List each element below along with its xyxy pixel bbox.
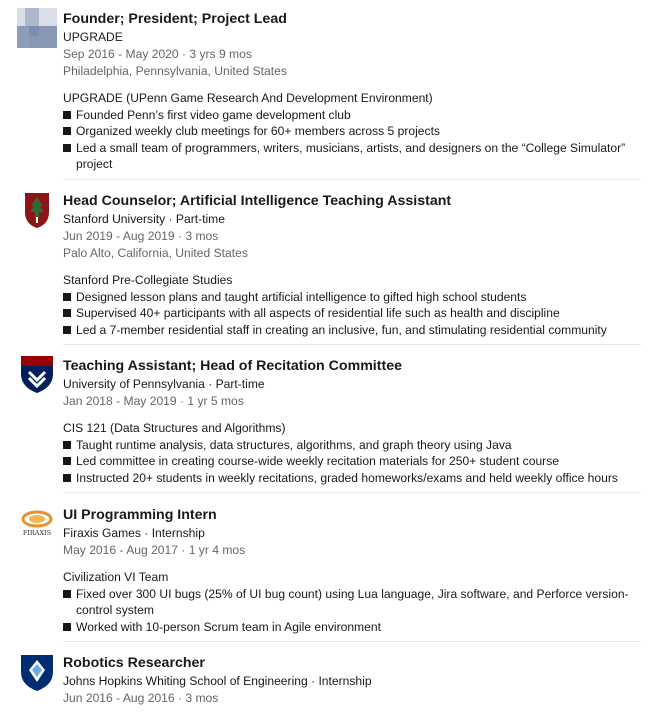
firaxis-logo-text: FIRAXIS bbox=[22, 529, 52, 537]
description-bullet: Led a 7-member residential staff in creating an inclusive, fun, and stimulating residential community bbox=[63, 322, 643, 339]
description-bullet: Founded Penn’s first video game development club bbox=[63, 107, 643, 124]
date-range: Jan 2018 - May 2019 · 1 yr 5 mos bbox=[63, 394, 244, 408]
description-bullet: Worked with 10-person Scrum team in Agile environment bbox=[63, 619, 643, 636]
company-line: Firaxis Games · Internship bbox=[63, 526, 205, 540]
job-title[interactable]: Robotics Researcher bbox=[63, 655, 205, 671]
description-bullet: Instructed 20+ students in weekly recitations, graded homeworks/exams and held weekly office hours bbox=[63, 470, 643, 487]
company-line: Johns Hopkins Whiting School of Engineering · Internship bbox=[63, 674, 372, 688]
description-heading: CIS 121 (Data Structures and Algorithms) bbox=[63, 421, 286, 435]
stanford-logo-icon[interactable] bbox=[17, 190, 57, 230]
description-heading: Civilization VI Team bbox=[63, 570, 169, 584]
entry-divider bbox=[63, 641, 641, 642]
description-bullet: Led committee in creating course-wide weekly recitation materials for 250+ student course bbox=[63, 453, 643, 470]
job-description bbox=[63, 90, 643, 173]
penn-logo-icon[interactable] bbox=[17, 354, 57, 394]
description-heading: Stanford Pre-Collegiate Studies bbox=[63, 273, 233, 287]
job-title[interactable]: Head Counselor; Artificial Intelligence Teaching Assistant bbox=[63, 193, 452, 209]
job-description bbox=[63, 569, 643, 635]
date-range: Sep 2016 - May 2020 · 3 yrs 9 mos bbox=[63, 47, 252, 61]
description-bullet: Taught runtime analysis, data structures, algorithms, and graph theory using Java bbox=[63, 437, 643, 454]
location: Palo Alto, California, United States bbox=[63, 246, 248, 260]
entry-divider bbox=[63, 179, 641, 180]
job-title[interactable]: Teaching Assistant; Head of Recitation Committee bbox=[63, 358, 402, 374]
description-bullet: Supervised 40+ participants with all aspects of residential life such as health and discipline bbox=[63, 305, 643, 322]
firaxis-logo-icon[interactable] bbox=[17, 505, 57, 545]
entry-divider bbox=[63, 344, 641, 345]
job-description bbox=[63, 420, 643, 486]
date-range: May 2016 - Aug 2017 · 1 yr 4 mos bbox=[63, 543, 246, 557]
description-heading: UPGRADE (UPenn Game Research And Development Environment) bbox=[63, 91, 433, 105]
company-line: University of Pennsylvania · Part-time bbox=[63, 377, 265, 391]
description-bullet: Organized weekly club meetings for 60+ members across 5 projects bbox=[63, 123, 643, 140]
date-range: Jun 2016 - Aug 2016 · 3 mos bbox=[63, 691, 219, 705]
description-bullet: Designed lesson plans and taught artificial intelligence to gifted high school students bbox=[63, 289, 643, 306]
job-title[interactable]: Founder; President; Project Lead bbox=[63, 11, 287, 27]
job-title[interactable]: UI Programming Intern bbox=[63, 507, 217, 523]
jhu-logo-icon[interactable] bbox=[17, 652, 57, 692]
job-description bbox=[63, 272, 643, 338]
date-range: Jun 2019 - Aug 2019 · 3 mos bbox=[63, 229, 219, 243]
upgrade-logo-icon[interactable] bbox=[17, 8, 57, 48]
company-line: Stanford University · Part-time bbox=[63, 212, 225, 226]
description-bullet: Fixed over 300 UI bugs (25% of UI bug count) using Lua language, Jira software, and Perforce version-control system bbox=[63, 586, 643, 619]
entry-divider bbox=[63, 492, 641, 493]
description-bullet: Led a small team of programmers, writers, musicians, artists, and designers on the “College Simulator” project bbox=[63, 140, 643, 173]
company-line: UPGRADE bbox=[63, 30, 123, 44]
location: Philadelphia, Pennsylvania, United States bbox=[63, 64, 287, 78]
